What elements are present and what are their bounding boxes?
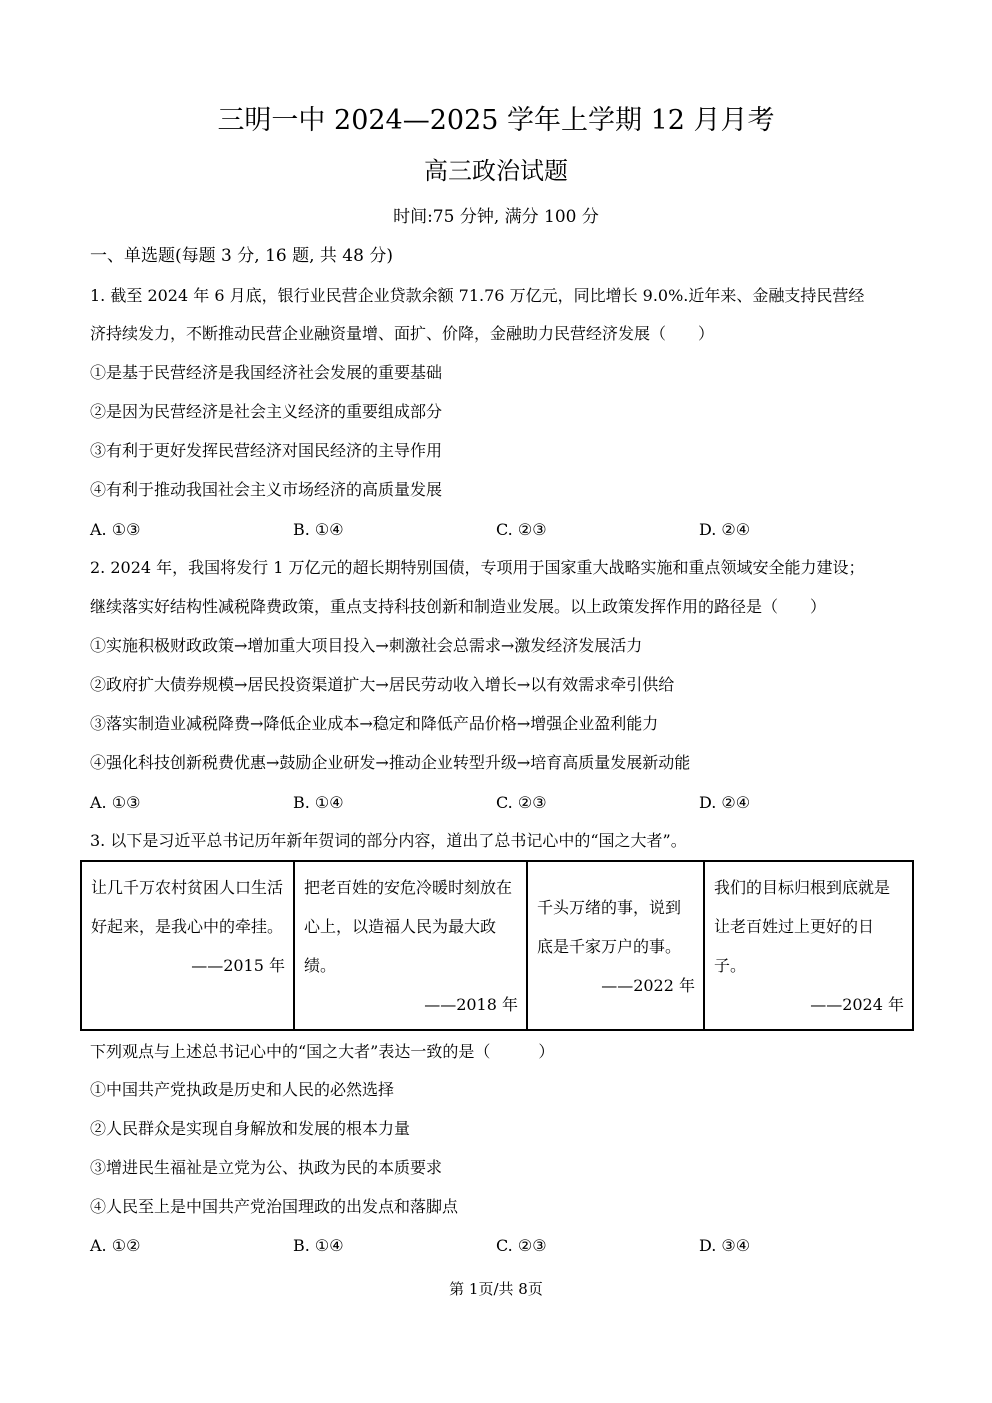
quote-text: 把老百姓的安危冷暖时刻放在心上，以造福人民为最大政绩。 bbox=[304, 878, 513, 975]
q1-item: ③有利于更好发挥民营经济对国民经济的主导作用 bbox=[90, 441, 443, 460]
q3-item: ④人民至上是中国共产党治国理政的出发点和落脚点 bbox=[90, 1197, 459, 1216]
exam-time-info: 时间:75 分钟, 满分 100 分 bbox=[393, 207, 599, 227]
quote-text: 我们的目标归根到底就是让老百姓过上更好的日子。 bbox=[714, 878, 891, 975]
exam-title: 三明一中 2024—2025 学年上学期 12 月月考 bbox=[217, 105, 775, 136]
q3-option-c: C. ②③ bbox=[496, 1236, 547, 1255]
quote-text: 让几千万农村贫困人口生活好起来，是我心中的牵挂。 bbox=[91, 878, 284, 936]
q2-item: ②政府扩大债券规模→居民投资渠道扩大→居民劳动收入增长→以有效需求牵引供给 bbox=[90, 675, 675, 694]
q3-stem: 3. 以下是习近平总书记历年新年贺词的部分内容，道出了总书记心中的“国之大者”。 bbox=[90, 831, 687, 850]
q3-option-b: B. ①④ bbox=[293, 1236, 344, 1255]
q2-item: ③落实制造业减税降费→降低企业成本→稳定和降低产品价格→增强企业盈利能力 bbox=[90, 714, 659, 733]
q2-stem-line2: 继续落实好结构性减税降费政策，重点支持科技创新和制造业发展。以上政策发挥作用的路径是（ ） bbox=[90, 597, 827, 616]
q2-option-d: D. ②④ bbox=[699, 793, 751, 812]
q1-item: ④有利于推动我国社会主义市场经济的高质量发展 bbox=[90, 480, 443, 499]
q3-question: 下列观点与上述总书记心中的“国之大者”表达一致的是（ ） bbox=[90, 1042, 555, 1061]
q1-stem-line1: 1. 截至 2024 年 6 月底，银行业民营企业贷款余额 71.76 万亿元，同比增长 9.0%.近年来、金融支持民营经 bbox=[90, 286, 865, 305]
q2-stem-line1: 2. 2024 年，我国将发行 1 万亿元的超长期特别国债，专项用于国家重大战略实施和重点领域安全能力建设； bbox=[90, 558, 865, 577]
quote-text: 千头万绪的事，说到底是千家万户的事。 bbox=[537, 898, 682, 956]
q3-item: ①中国共产党执政是历史和人民的必然选择 bbox=[90, 1080, 395, 1099]
q1-option-d: D. ②④ bbox=[699, 520, 751, 539]
q2-option-c: C. ②③ bbox=[496, 793, 547, 812]
q1-option-c: C. ②③ bbox=[496, 520, 547, 539]
q3-item: ③增进民生福祉是立党为公、执政为民的本质要求 bbox=[90, 1158, 443, 1177]
q2-item: ④强化科技创新税费优惠→鼓励企业研发→推动企业转型升级→培育高质量发展新动能 bbox=[90, 753, 691, 772]
quote-cell bbox=[81, 861, 294, 1030]
q3-item: ②人民群众是实现自身解放和发展的根本力量 bbox=[90, 1119, 411, 1138]
quotes-table bbox=[80, 860, 914, 1031]
q1-option-b: B. ①④ bbox=[293, 520, 344, 539]
exam-subtitle: 高三政治试题 bbox=[424, 157, 568, 185]
quote-year: ——2015 年 bbox=[191, 956, 285, 975]
q1-options bbox=[90, 518, 910, 542]
q2-option-b: B. ①④ bbox=[293, 793, 344, 812]
q2-option-a: A. ①③ bbox=[90, 793, 141, 812]
quote-cell bbox=[704, 861, 913, 1030]
quote-year: ——2024 年 bbox=[810, 995, 904, 1014]
page-number: 第 1页/共 8页 bbox=[449, 1280, 543, 1298]
q3-option-d: D. ③④ bbox=[699, 1236, 751, 1255]
quote-year: ——2022 年 bbox=[601, 976, 695, 995]
q1-item: ②是因为民营经济是社会主义经济的重要组成部分 bbox=[90, 402, 443, 421]
section-heading: 一、单选题(每题 3 分, 16 题, 共 48 分) bbox=[90, 246, 393, 266]
quote-year: ——2018 年 bbox=[424, 995, 518, 1014]
q1-option-a: A. ①③ bbox=[90, 520, 141, 539]
q2-item: ①实施积极财政政策→增加重大项目投入→刺激社会总需求→激发经济发展活力 bbox=[90, 636, 643, 655]
q3-option-a: A. ①② bbox=[90, 1236, 141, 1255]
quote-cell bbox=[527, 861, 704, 1030]
quote-cell bbox=[294, 861, 527, 1030]
q1-stem-line2: 济持续发力，不断推动民营企业融资量增、面扩、价降，金融助力民营经济发展（ ） bbox=[90, 324, 715, 343]
q2-options bbox=[90, 791, 910, 815]
q3-options bbox=[90, 1234, 910, 1258]
q1-item: ①是基于民营经济是我国经济社会发展的重要基础 bbox=[90, 363, 443, 382]
